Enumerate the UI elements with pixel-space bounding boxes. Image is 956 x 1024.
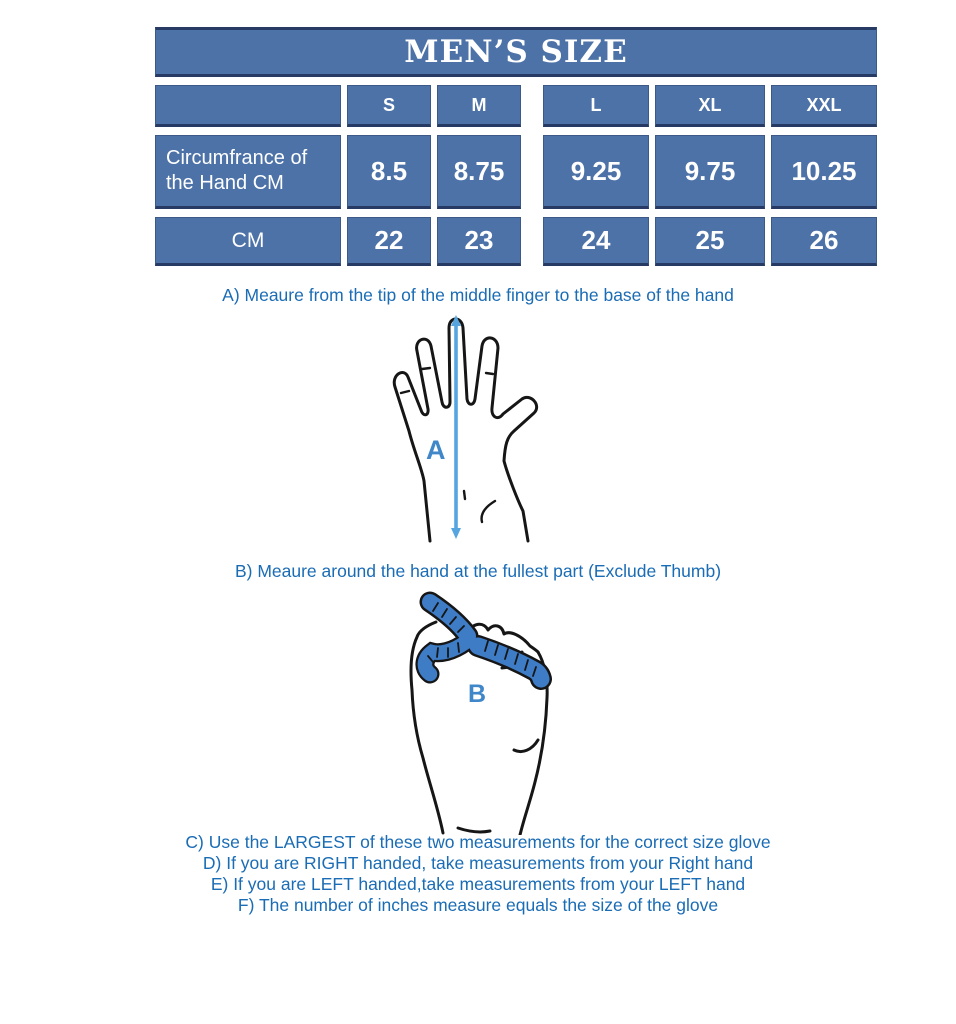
column-spacer [527,85,537,127]
size-columns-row [155,85,877,127]
circumference-value-l: 9.25 [543,135,649,209]
instruction-d: D) If you are RIGHT handed, take measurements from your Right hand [202,853,754,873]
instruction-b: B) Meaure around the hand at the fullest part (Exclude Thumb) [234,561,722,581]
size-column-m: M [437,85,521,127]
size-column-xxl: XXL [771,85,877,127]
table-header-row [155,27,877,77]
open-hand-diagram [368,311,560,545]
instruction-c: C) Use the LARGEST of these two measurements for the correct size glove [185,832,771,852]
instruction-e: E) If you are LEFT handed,take measurements from your LEFT hand [210,874,746,894]
size-column-xl: XL [655,85,765,127]
circumference-value-s: 8.5 [347,135,431,209]
size-column-s: S [347,85,431,127]
hand-measure-label: A [426,435,446,465]
circumference-value-m: 8.75 [437,135,521,209]
fist-measure-label: B [468,680,487,708]
instructions-c-to-f [0,832,956,916]
cm-value-l: 24 [543,217,649,266]
column-spacer [527,135,537,209]
circumference-row [155,135,877,209]
size-chart-table [155,27,877,274]
column-spacer [527,217,537,266]
circumference-value-xl: 9.75 [655,135,765,209]
size-column-l: L [543,85,649,127]
instruction-a: A) Meaure from the tip of the middle finger to the base of the hand [222,285,734,305]
empty-corner-cell [155,85,341,127]
chart-title: MEN’S SIZE [155,27,877,77]
circumference-value-xxl: 10.25 [771,135,877,209]
hand-outline [394,319,536,541]
fist-diagram [398,590,563,835]
circumference-row-label: Circumfrance of the Hand CM [155,135,341,209]
cm-value-s: 22 [347,217,431,266]
instruction-f: F) The number of inches measure equals the size of the glove [237,895,719,915]
cm-value-m: 23 [437,217,521,266]
cm-value-xl: 25 [655,217,765,266]
cm-value-xxl: 26 [771,217,877,266]
cm-row [155,217,877,266]
cm-row-label: CM [155,217,341,266]
